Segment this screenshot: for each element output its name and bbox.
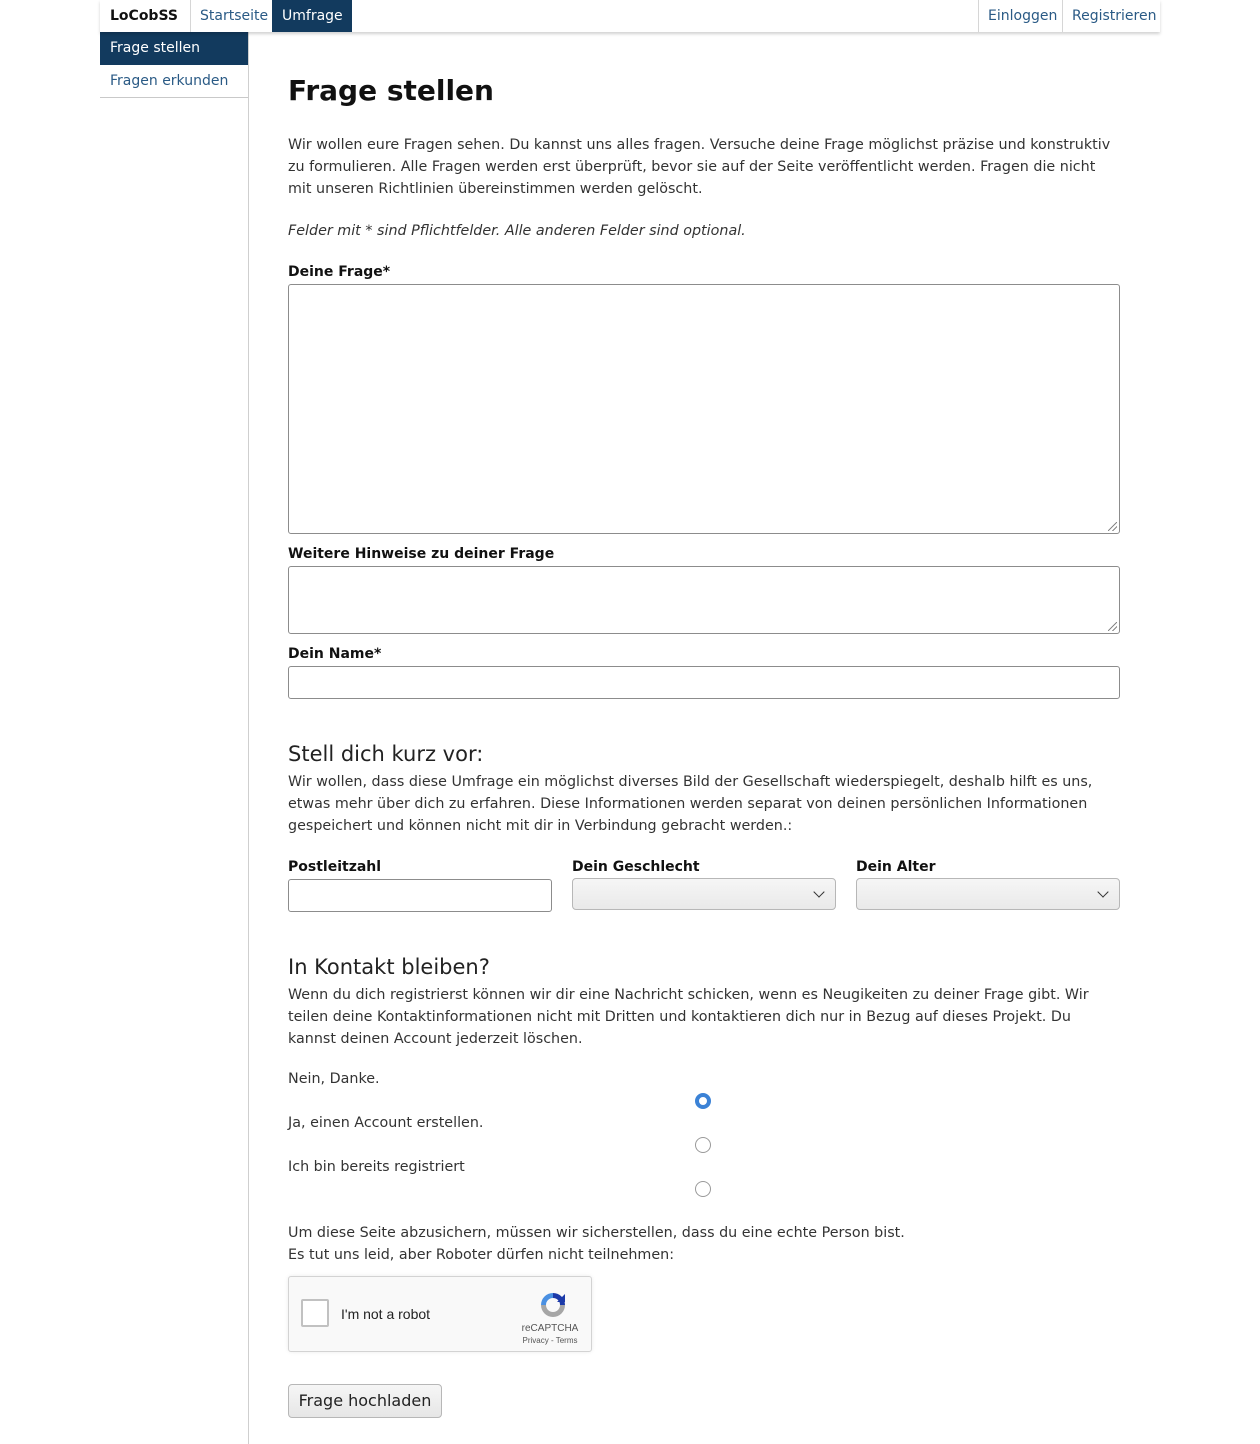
- recaptcha-logo-icon: [537, 1289, 569, 1321]
- radio-label-registered: Ich bin bereits registriert: [288, 1159, 465, 1175]
- nav-umfrage[interactable]: Umfrage: [272, 0, 352, 32]
- chevron-down-icon: [1097, 886, 1108, 897]
- radio-create-account[interactable]: [695, 1137, 711, 1153]
- about-text: Wir wollen, dass diese Umfrage ein möglichst diverses Bild der Gesellschaft wiederspiegelt, deshalb hilft es uns, etwas mehr über dich zu erfahren. Diese Informationen werden separat von deinen persönlichen Informationen gespeichert und können nicht mit dir in Verbindung gebracht werden.:: [288, 774, 1093, 834]
- contact-heading: In Kontakt bleiben?: [288, 955, 490, 979]
- captcha-text-2: Es tut uns leid, aber Roboter dürfen nicht teilnehmen:: [288, 1247, 675, 1263]
- captcha-text-1: Um diese Seite abzusichern, müssen wir sicherstellen, dass du eine echte Person bist.: [288, 1225, 905, 1241]
- about-heading: Stell dich kurz vor:: [288, 742, 484, 766]
- required-note: Felder mit * sind Pflichtfelder. Alle anderen Felder sind optional.: [288, 223, 746, 239]
- hints-label: Weitere Hinweise zu deiner Frage: [288, 546, 555, 562]
- radio-already-registered[interactable]: [695, 1181, 711, 1197]
- age-label: Dein Alter: [856, 859, 936, 875]
- question-label: Deine Frage*: [288, 264, 391, 280]
- resize-grip-icon[interactable]: [1108, 622, 1117, 631]
- question-textarea[interactable]: [288, 284, 1120, 534]
- hints-textarea[interactable]: [288, 566, 1120, 634]
- radio-label-create: Ja, einen Account erstellen.: [288, 1115, 484, 1131]
- recaptcha-checkbox[interactable]: [301, 1299, 329, 1327]
- recaptcha-brand: reCAPTCHA: [521, 1323, 579, 1334]
- name-label: Dein Name*: [288, 646, 382, 662]
- recaptcha-links[interactable]: Privacy - Terms: [522, 1336, 578, 1345]
- contact-text: Wenn du dich registrierst können wir dir eine Nachricht schicken, wenn es Neugikeiten zu deiner Frage gibt. Wir teilen deine Kontaktinformationen nicht mit Dritten und kontaktieren dich nur in Bezug auf dieses Projekt. Du kannst deinen Account jederzeit löschen.: [288, 987, 1089, 1047]
- name-input[interactable]: [288, 666, 1120, 699]
- intro-text: Wir wollen eure Fragen sehen. Du kannst uns alles fragen. Versuche deine Frage möglichst präzise und konstruktiv zu formulieren. Alle Fragen werden erst überprüft, bevor sie auf der Seite veröffentlicht werden. Fragen die nicht mit unseren Richtlinien übereinstimmen werden gelöscht.: [288, 137, 1111, 197]
- sidebar: [100, 32, 249, 1444]
- gender-select[interactable]: [572, 878, 836, 910]
- sidebar-item-frage-stellen[interactable]: Frage stellen: [100, 32, 248, 65]
- chevron-down-icon: [813, 886, 824, 897]
- nav-einloggen[interactable]: Einloggen: [978, 0, 1066, 32]
- nav-startseite[interactable]: Startseite: [190, 0, 277, 32]
- age-select[interactable]: [856, 878, 1120, 910]
- postal-input[interactable]: [288, 879, 552, 912]
- recaptcha-widget: [288, 1276, 592, 1352]
- nav-registrieren[interactable]: Registrieren: [1062, 0, 1160, 32]
- sidebar-item-fragen-erkunden[interactable]: Fragen erkunden: [100, 65, 248, 98]
- recaptcha-label: I'm not a robot: [341, 1306, 431, 1322]
- radio-label-no: Nein, Danke.: [288, 1071, 380, 1087]
- resize-grip-icon[interactable]: [1108, 522, 1117, 531]
- top-navbar: [100, 0, 1160, 32]
- brand-logo[interactable]: LoCobSS: [110, 8, 178, 24]
- page-title: Frage stellen: [288, 74, 494, 107]
- gender-label: Dein Geschlecht: [572, 859, 700, 875]
- radio-no-thanks[interactable]: [695, 1093, 711, 1109]
- postal-label: Postleitzahl: [288, 859, 382, 875]
- submit-question-button[interactable]: Frage hochladen: [288, 1384, 442, 1418]
